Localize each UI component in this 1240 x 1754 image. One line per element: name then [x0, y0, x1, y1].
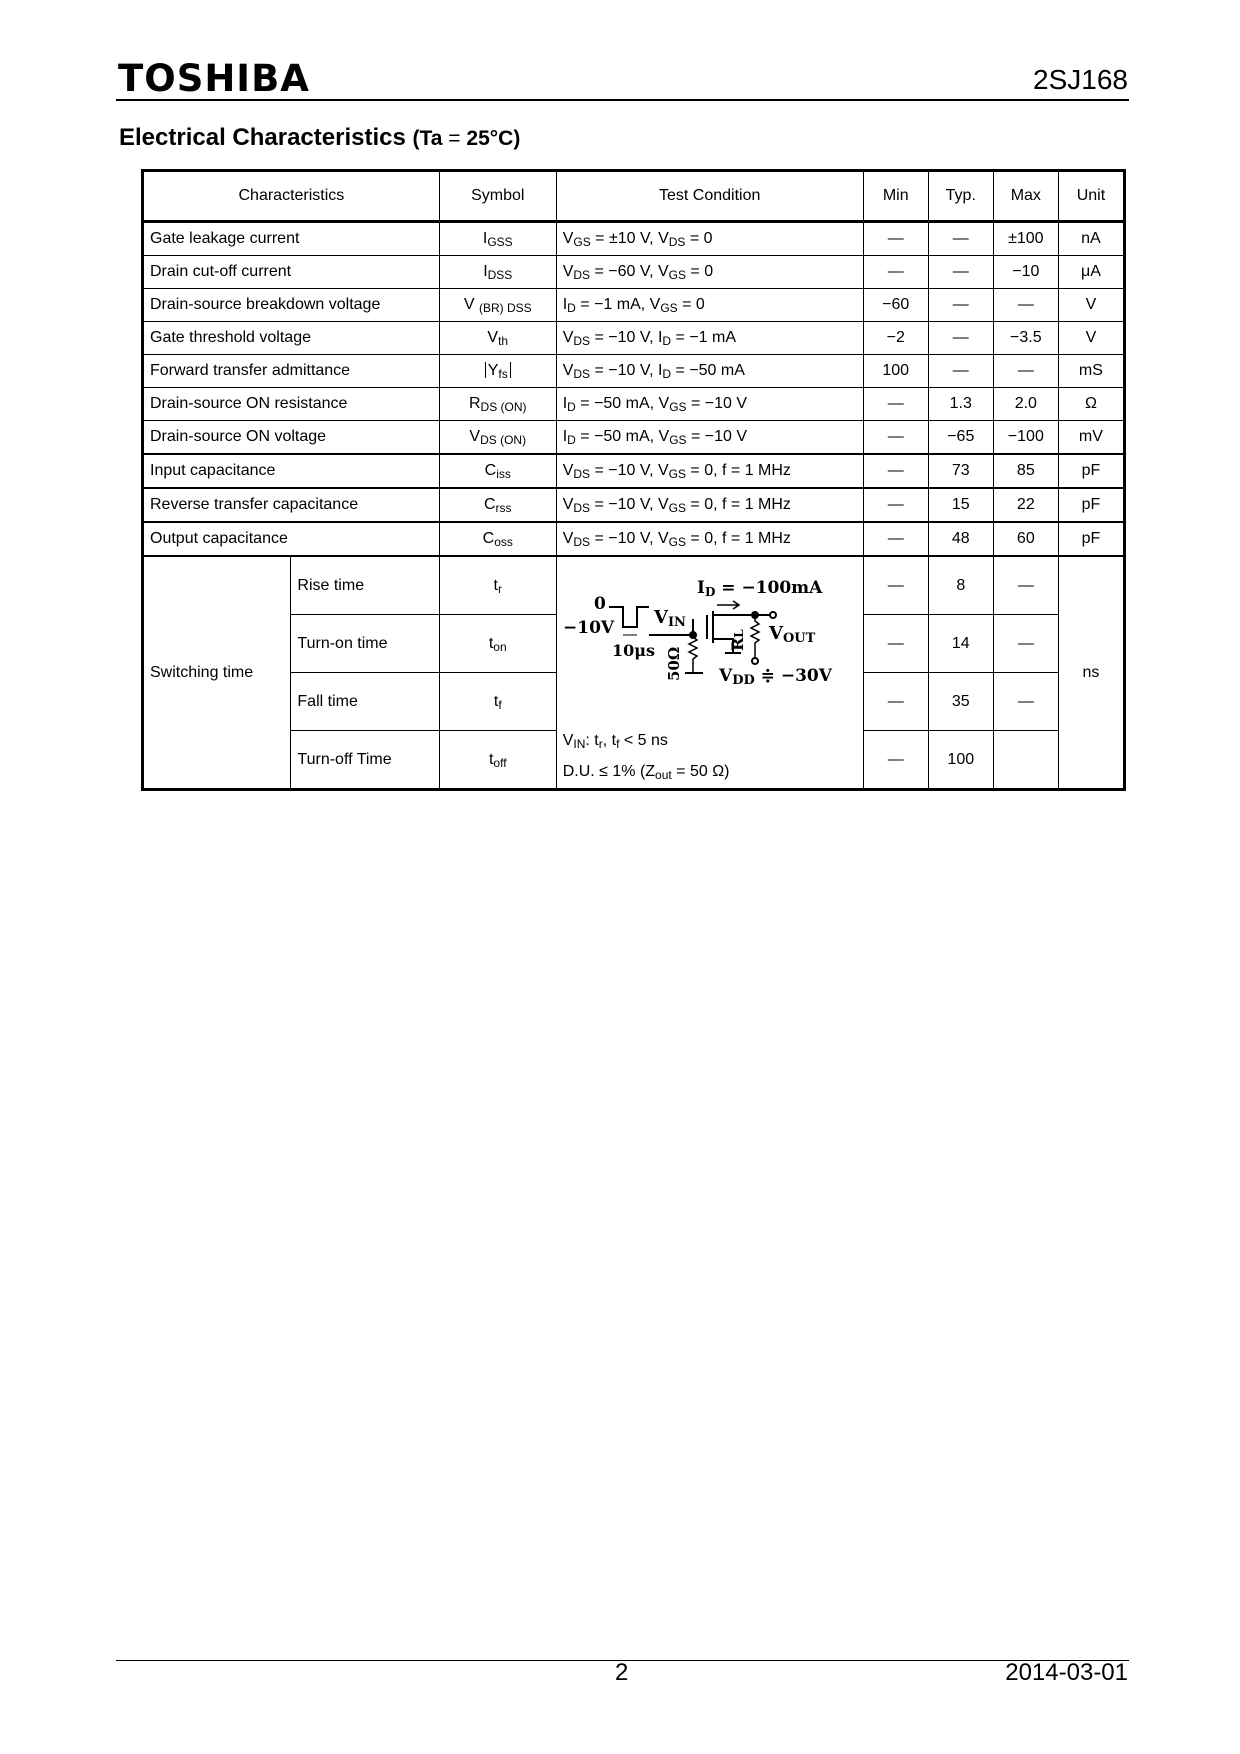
row-max	[993, 731, 1058, 790]
row-max: —	[993, 289, 1058, 322]
row-typ: —	[928, 355, 993, 388]
row-min: —	[863, 731, 928, 790]
row-name: Drain cut-off current	[143, 256, 440, 289]
row-min: —	[863, 488, 928, 522]
row-test-condition: $V_{DS} = -10$ V, $I_D = -50$ mA	[556, 355, 863, 388]
row-min: —	[863, 454, 928, 488]
row-name: Gate threshold voltage	[143, 322, 440, 355]
row-name: Turn-off Time	[291, 731, 439, 790]
row-symbol: $t_{off}$	[439, 731, 556, 790]
row-typ: −65	[928, 421, 993, 455]
row-name: Output capacitance	[143, 522, 440, 556]
table-row	[143, 388, 1125, 421]
switching-test-circuit-cell	[556, 556, 863, 790]
vdd-terminal	[752, 658, 758, 664]
row-test-condition: $V_{DS} = -10$ V, $V_{GS} = 0$, f = 1 MHz	[556, 454, 863, 488]
row-unit: V	[1058, 289, 1124, 322]
row-min: —	[863, 388, 928, 421]
row-symbol: $t_r$	[439, 556, 556, 615]
output-terminal	[770, 612, 776, 618]
row-name: Drain-source ON voltage	[143, 421, 440, 455]
id-label: ID = −100mA	[696, 578, 823, 599]
row-unit: nA	[1058, 222, 1124, 256]
row-min: —	[863, 673, 928, 731]
abs-bar-right	[510, 362, 511, 378]
row-max: 85	[993, 454, 1058, 488]
row-typ: 100	[928, 731, 993, 790]
row-name: Rise time	[291, 556, 439, 615]
row-max: 60	[993, 522, 1058, 556]
row-max: 22	[993, 488, 1058, 522]
row-unit: pF	[1058, 488, 1124, 522]
pulse-high-label: 0	[593, 594, 606, 614]
row-max: —	[993, 355, 1058, 388]
row-max: 2.0	[993, 388, 1058, 421]
drain-current-arrow	[717, 601, 739, 609]
table-row	[143, 222, 1125, 256]
row-symbol: $I_{GSS}$	[439, 222, 556, 256]
row-typ: 73	[928, 454, 993, 488]
section-title	[119, 123, 520, 154]
table-row	[143, 256, 1125, 289]
row-name: Forward transfer admittance	[143, 355, 440, 388]
row-symbol: $V_{DS (ON)}$	[439, 421, 556, 455]
row-symbol: $Y_{fs}$	[439, 355, 556, 388]
row-max: −100	[993, 421, 1058, 455]
row-min: −2	[863, 322, 928, 355]
part-number: 2SJ168	[1033, 64, 1128, 95]
row-min: —	[863, 556, 928, 615]
table-row	[143, 355, 1125, 388]
row-min: —	[863, 256, 928, 289]
row-name: Fall time	[291, 673, 439, 731]
row-unit: pF	[1058, 454, 1124, 488]
row-typ: 35	[928, 673, 993, 731]
row-name: Drain-source ON resistance	[143, 388, 440, 421]
row-typ: —	[928, 322, 993, 355]
input-resistor	[689, 637, 697, 673]
table-row	[143, 421, 1125, 455]
row-symbol: $t_{on}$	[439, 615, 556, 673]
row-name: Turn-on time	[291, 615, 439, 673]
row-unit: pF	[1058, 522, 1124, 556]
toshiba-logo: TOSHIBA	[118, 57, 310, 100]
row-min: —	[863, 421, 928, 455]
row-symbol: $V_{th}$	[439, 322, 556, 355]
vin-label: VIN	[653, 607, 686, 630]
row-typ: 1.3	[928, 388, 993, 421]
header-min: Min	[863, 171, 928, 222]
table-row	[143, 454, 1125, 488]
row-test-condition: $V_{DS} = -10$ V, $I_D = -1$ mA	[556, 322, 863, 355]
row-unit: mV	[1058, 421, 1124, 455]
row-test-condition: $V_{GS} = \pm 10$ V, $V_{DS} = 0$	[556, 222, 863, 256]
table-row	[143, 556, 1125, 615]
header-symbol: Symbol	[439, 171, 556, 222]
load-resistor	[751, 615, 759, 659]
table-row	[143, 522, 1125, 556]
header-unit: Unit	[1058, 171, 1124, 222]
row-min: —	[863, 522, 928, 556]
row-unit: μA	[1058, 256, 1124, 289]
row-min: —	[863, 222, 928, 256]
row-min: −60	[863, 289, 928, 322]
row-min: —	[863, 615, 928, 673]
page-number: 2	[615, 1659, 629, 1686]
row-name: Drain-source breakdown voltage	[143, 289, 440, 322]
row-name: Reverse transfer capacitance	[143, 488, 440, 522]
row-symbol: $C_{oss}$	[439, 522, 556, 556]
header-max: Max	[993, 171, 1058, 222]
header-characteristics: Characteristics	[143, 171, 440, 222]
document-date: 2014-03-01	[1005, 1659, 1128, 1686]
table-row	[143, 322, 1125, 355]
switching-test-circuit	[557, 557, 859, 789]
electrical-characteristics-table	[141, 169, 1126, 791]
row-max: —	[993, 556, 1058, 615]
row-max: —	[993, 615, 1058, 673]
row-test-condition: $I_D = -50$ mA, $V_{GS} = -10$ V	[556, 421, 863, 455]
row-max: −10	[993, 256, 1058, 289]
section-condition: (Ta = 25°C)	[412, 127, 521, 150]
pulse-width-label: 10μs	[611, 641, 655, 660]
row-min: 100	[863, 355, 928, 388]
row-test-condition: $V_{DS} = -60$ V, $V_{GS} = 0$	[556, 256, 863, 289]
header-test-condition: Test Condition	[556, 171, 863, 222]
header-typ: Typ.	[928, 171, 993, 222]
row-max: ±100	[993, 222, 1058, 256]
section-title-text: Electrical Characteristics	[119, 124, 406, 151]
row-unit: V	[1058, 322, 1124, 355]
row-symbol: $C_{rss}$	[439, 488, 556, 522]
table-row	[143, 488, 1125, 522]
switching-note-duty: D.U. ≤ 1% ($Z_{out} = 50$ Ω)	[562, 763, 730, 782]
row-test-condition: $I_D = -50$ mA, $V_{GS} = -10$ V	[556, 388, 863, 421]
row-max: —	[993, 673, 1058, 731]
row-name: Input capacitance	[143, 454, 440, 488]
row-typ: —	[928, 256, 993, 289]
header-rule	[116, 99, 1129, 101]
row-unit: mS	[1058, 355, 1124, 388]
row-test-condition: $V_{DS} = -10$ V, $V_{GS} = 0$, f = 1 MHz	[556, 488, 863, 522]
row-symbol: $I_{DSS}$	[439, 256, 556, 289]
switching-note-rise-fall: $V_{IN}$: $t_r$, $t_f < 5$ ns	[562, 732, 668, 751]
table-row	[143, 289, 1125, 322]
row-symbol: $t_f$	[439, 673, 556, 731]
row-test-condition: $V_{DS} = -10$ V, $V_{GS} = 0$, f = 1 MHz	[556, 522, 863, 556]
switching-unit: ns	[1058, 556, 1124, 790]
row-typ: —	[928, 289, 993, 322]
row-typ: 8	[928, 556, 993, 615]
row-max: −3.5	[993, 322, 1058, 355]
table-header-row	[143, 171, 1125, 222]
row-typ: 15	[928, 488, 993, 522]
row-test-condition: $I_D = -1$ mA, $V_{GS} = 0$	[556, 289, 863, 322]
row-typ: —	[928, 222, 993, 256]
vdd-label: VDD ≑ −30V	[718, 666, 832, 688]
row-symbol: V $_{(BR) DSS}$	[439, 289, 556, 322]
rl-label: RL	[727, 629, 747, 651]
vout-label: VOUT	[768, 623, 816, 646]
input-pulse-waveform	[609, 607, 649, 627]
row-symbol: $R_{DS (ON)}$	[439, 388, 556, 421]
row-unit: Ω	[1058, 388, 1124, 421]
switching-group-label: Switching time	[143, 556, 291, 790]
row-symbol: $C_{iss}$	[439, 454, 556, 488]
r50-label: 50Ω	[664, 646, 683, 681]
abs-bar-left	[485, 362, 486, 378]
pulse-low-label: −10V	[562, 618, 614, 638]
row-typ: 14	[928, 615, 993, 673]
row-typ: 48	[928, 522, 993, 556]
row-name: Gate leakage current	[143, 222, 440, 256]
